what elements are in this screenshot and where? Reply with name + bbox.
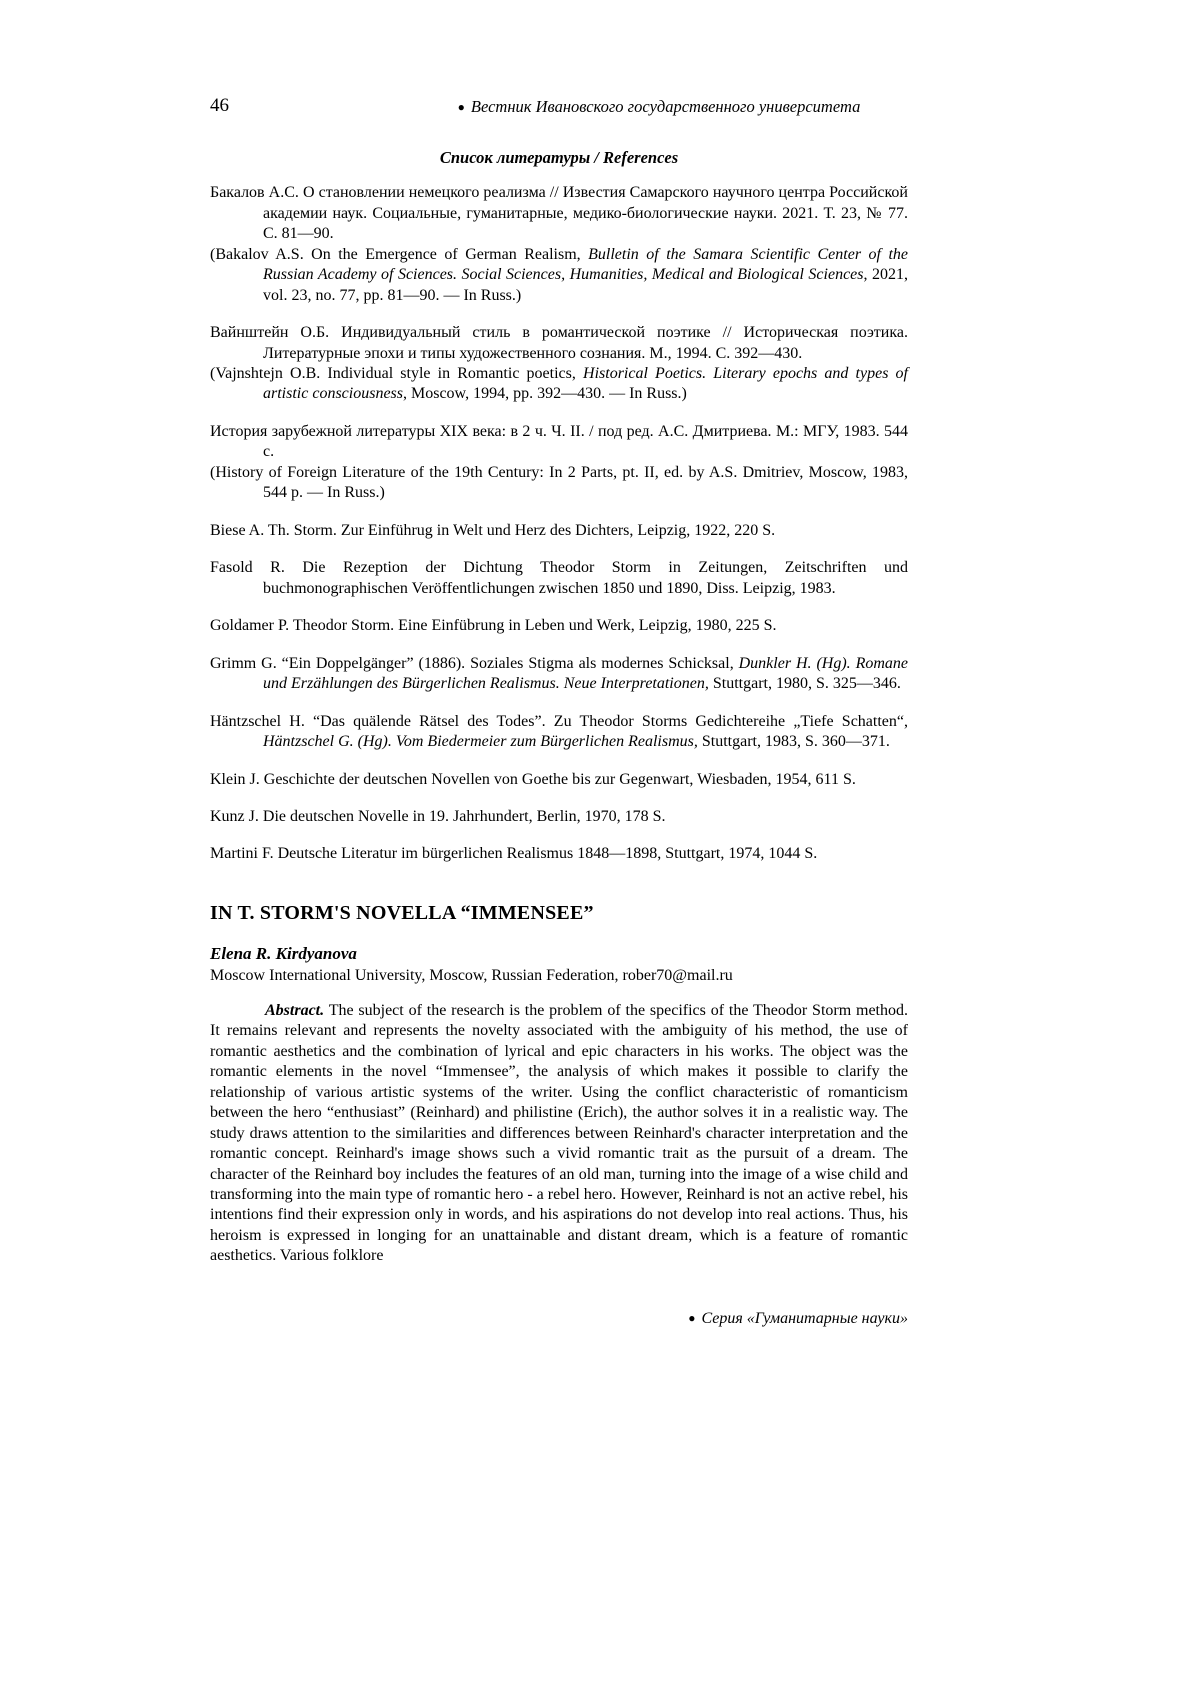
reference-entry	[210, 521, 908, 541]
bullet-icon: ●	[688, 1310, 696, 1325]
reference-title-italic: Historical Poetics. Literary epochs and types of artistic consciousness	[263, 364, 909, 403]
reference-text: Stuttgart, 1983, S. 360—371.	[697, 733, 890, 751]
references-list	[210, 183, 908, 865]
reference-entry	[210, 654, 908, 695]
reference-text: Бакалов А.С. О становлении немецкого реализма // Известия Самарского научного центра Российской академии наук. Социальные, гуманитарные, медико-биологические науки. 2021. Т. 23, № 77. С. 81—90.	[210, 184, 908, 243]
reference-group	[210, 521, 908, 541]
reference-group	[210, 770, 908, 790]
reference-group	[210, 323, 908, 405]
reference-group	[210, 183, 908, 306]
reference-text: Goldamer P. Theodor Storm. Eine Einfübrung in Leben und Werk, Leipzig, 1980, 225 S.	[210, 617, 777, 635]
reference-text: Biese A. Th. Storm. Zur Einführug in Welt und Herz des Dichters, Leipzig, 1922, 220 S.	[210, 521, 776, 539]
reference-title-italic: Dunkler H. (Hg). Romane und Erzählungen des Bürgerlichen Realismus. Neue Interpretationen,	[263, 654, 909, 693]
reference-text: , 2021, vol. 23, no. 77, pp. 81—90. — In Russ.)	[263, 266, 908, 304]
references-heading: Список литературы / References	[439, 148, 679, 168]
page-footer	[210, 1309, 908, 1329]
reference-text: Martini F. Deutsche Literatur im bürgerlichen Realismus 1848—1898, Stuttgart, 1974, 1044 S.	[210, 845, 818, 863]
page-header	[210, 96, 908, 117]
abstract-paragraph	[210, 1001, 908, 1267]
reference-text: Вайнштейн О.Б. Индивидуальный стиль в романтической поэтике // Историческая поэтика. Литературные эпохи и типы художественного сознания. М., 1994. С. 392—430.	[210, 324, 908, 362]
reference-title-italic: Bulletin of the Samara Scientific Center of the Russian Academy of Sciences. Social Sciences, Humanities, Medical and Biological Sciences	[263, 245, 909, 284]
reference-entry	[210, 245, 908, 306]
reference-group	[210, 807, 908, 827]
reference-entry	[210, 422, 908, 463]
reference-text: История зарубежной литературы XIX века: в 2 ч. Ч. II. / под ред. А.С. Дмитриева. М.: МГУ, 1983. 544 с.	[210, 422, 908, 461]
reference-text: Stuttgart, 1980, S. 325—346.	[708, 675, 901, 693]
author-name: Elena R. Kirdyanova	[210, 943, 357, 963]
series-text: Серия «Гуманитарные науки»	[701, 1309, 908, 1327]
running-title	[210, 96, 908, 117]
reference-text: Fasold R. Die Rezeption der Dichtung Theodor Storm in Zeitungen, Zeitschriften und buchmonographischen Veröffentlichungen zwischen 1850 und 1890, Diss. Leipzig, 1983.	[210, 559, 908, 597]
abstract-text: The subject of the research is the problem of the specifics of the Theodor Storm method. It remains relevant and represents the novelty associated with the ambiguity of his method, the use of romantic aesthetics and the combination of lyrical and epic characters in his works. The object was the romantic elements in the novel “Immensee”, the analysis of which makes it possible to clarify the relationship of various artistic systems of the writer. Using the conflict characteristic of romanticism between the hero “enthusiast” (Reinhard) and philistine (Erich), the author solves it in a realistic way. The study draws attention to the similarities and differences between Reinhard's character interpretation and the romantic concept. Reinhard's image shows such a vivid romantic trait as the pursuit of a dream. The character of the Reinhard boy includes the features of an old man, turning into the image of a wise child and transforming into the main type of romantic hero - a rebel hero. However, Reinhard is not an active rebel, his intentions find their expression only in words, and his aspirations do not develop into real actions. Thus, his heroism is expressed in longing for an unattainable and distant dream, which is a feature of romantic aesthetics. Various folklore	[210, 1001, 908, 1265]
reference-group	[210, 558, 908, 599]
author-affiliation: Moscow International University, Moscow, Russian Federation, rober70@mail.ru	[210, 967, 733, 985]
running-title-text: Вестник Ивановского государственного университета	[470, 97, 861, 116]
reference-text: (Vajnshtejn O.B. Individual style in Romantic poetics,	[210, 364, 584, 382]
reference-entry	[210, 558, 908, 599]
reference-text: (History of Foreign Literature of the 19th Century: In 2 Parts, pt. II, ed. by A.S. Dmitriev, Moscow, 1983, 544 p. — In Russ.)	[210, 463, 908, 502]
reference-group	[210, 422, 908, 504]
reference-group	[210, 712, 908, 753]
reference-group	[210, 844, 908, 864]
reference-text: Häntzschel H. “Das quälende Rätsel des Todes”. Zu Theodor Storms Gedichtereihe „Tiefe Schatten“,	[210, 712, 908, 730]
reference-entry	[210, 712, 908, 753]
reference-group	[210, 654, 908, 695]
series-label	[688, 1310, 908, 1327]
reference-entry	[210, 323, 908, 364]
reference-text: (Bakalov A.S. On the Emergence of German Realism,	[210, 245, 589, 263]
reference-entry	[210, 183, 908, 244]
article-title: IN T. STORM'S NOVELLA “IMMENSEE”	[210, 901, 594, 924]
bullet-icon: ●	[457, 100, 465, 114]
reference-entry	[210, 844, 908, 864]
reference-group	[210, 616, 908, 636]
reference-entry	[210, 463, 908, 504]
reference-entry	[210, 807, 908, 827]
reference-text: Grimm G. “Ein Doppelgänger” (1886). Soziales Stigma als modernes Schicksal,	[210, 654, 739, 672]
reference-entry	[210, 770, 908, 790]
reference-entry	[210, 364, 908, 405]
page-number: 46	[210, 95, 229, 116]
reference-text: , Moscow, 1994, pp. 392—430. — In Russ.)	[403, 385, 687, 403]
abstract-label: Abstract.	[265, 1001, 325, 1019]
reference-entry	[210, 616, 908, 636]
reference-text: Kunz J. Die deutschen Novelle in 19. Jahrhundert, Berlin, 1970, 178 S.	[210, 808, 666, 825]
reference-text: Klein J. Geschichte der deutschen Novellen von Goethe bis zur Gegenwart, Wiesbaden, 1954, 611 S.	[210, 770, 856, 788]
reference-title-italic: Häntzschel G. (Hg). Vom Biedermeier zum Bürgerlichen Realismus,	[263, 733, 698, 751]
